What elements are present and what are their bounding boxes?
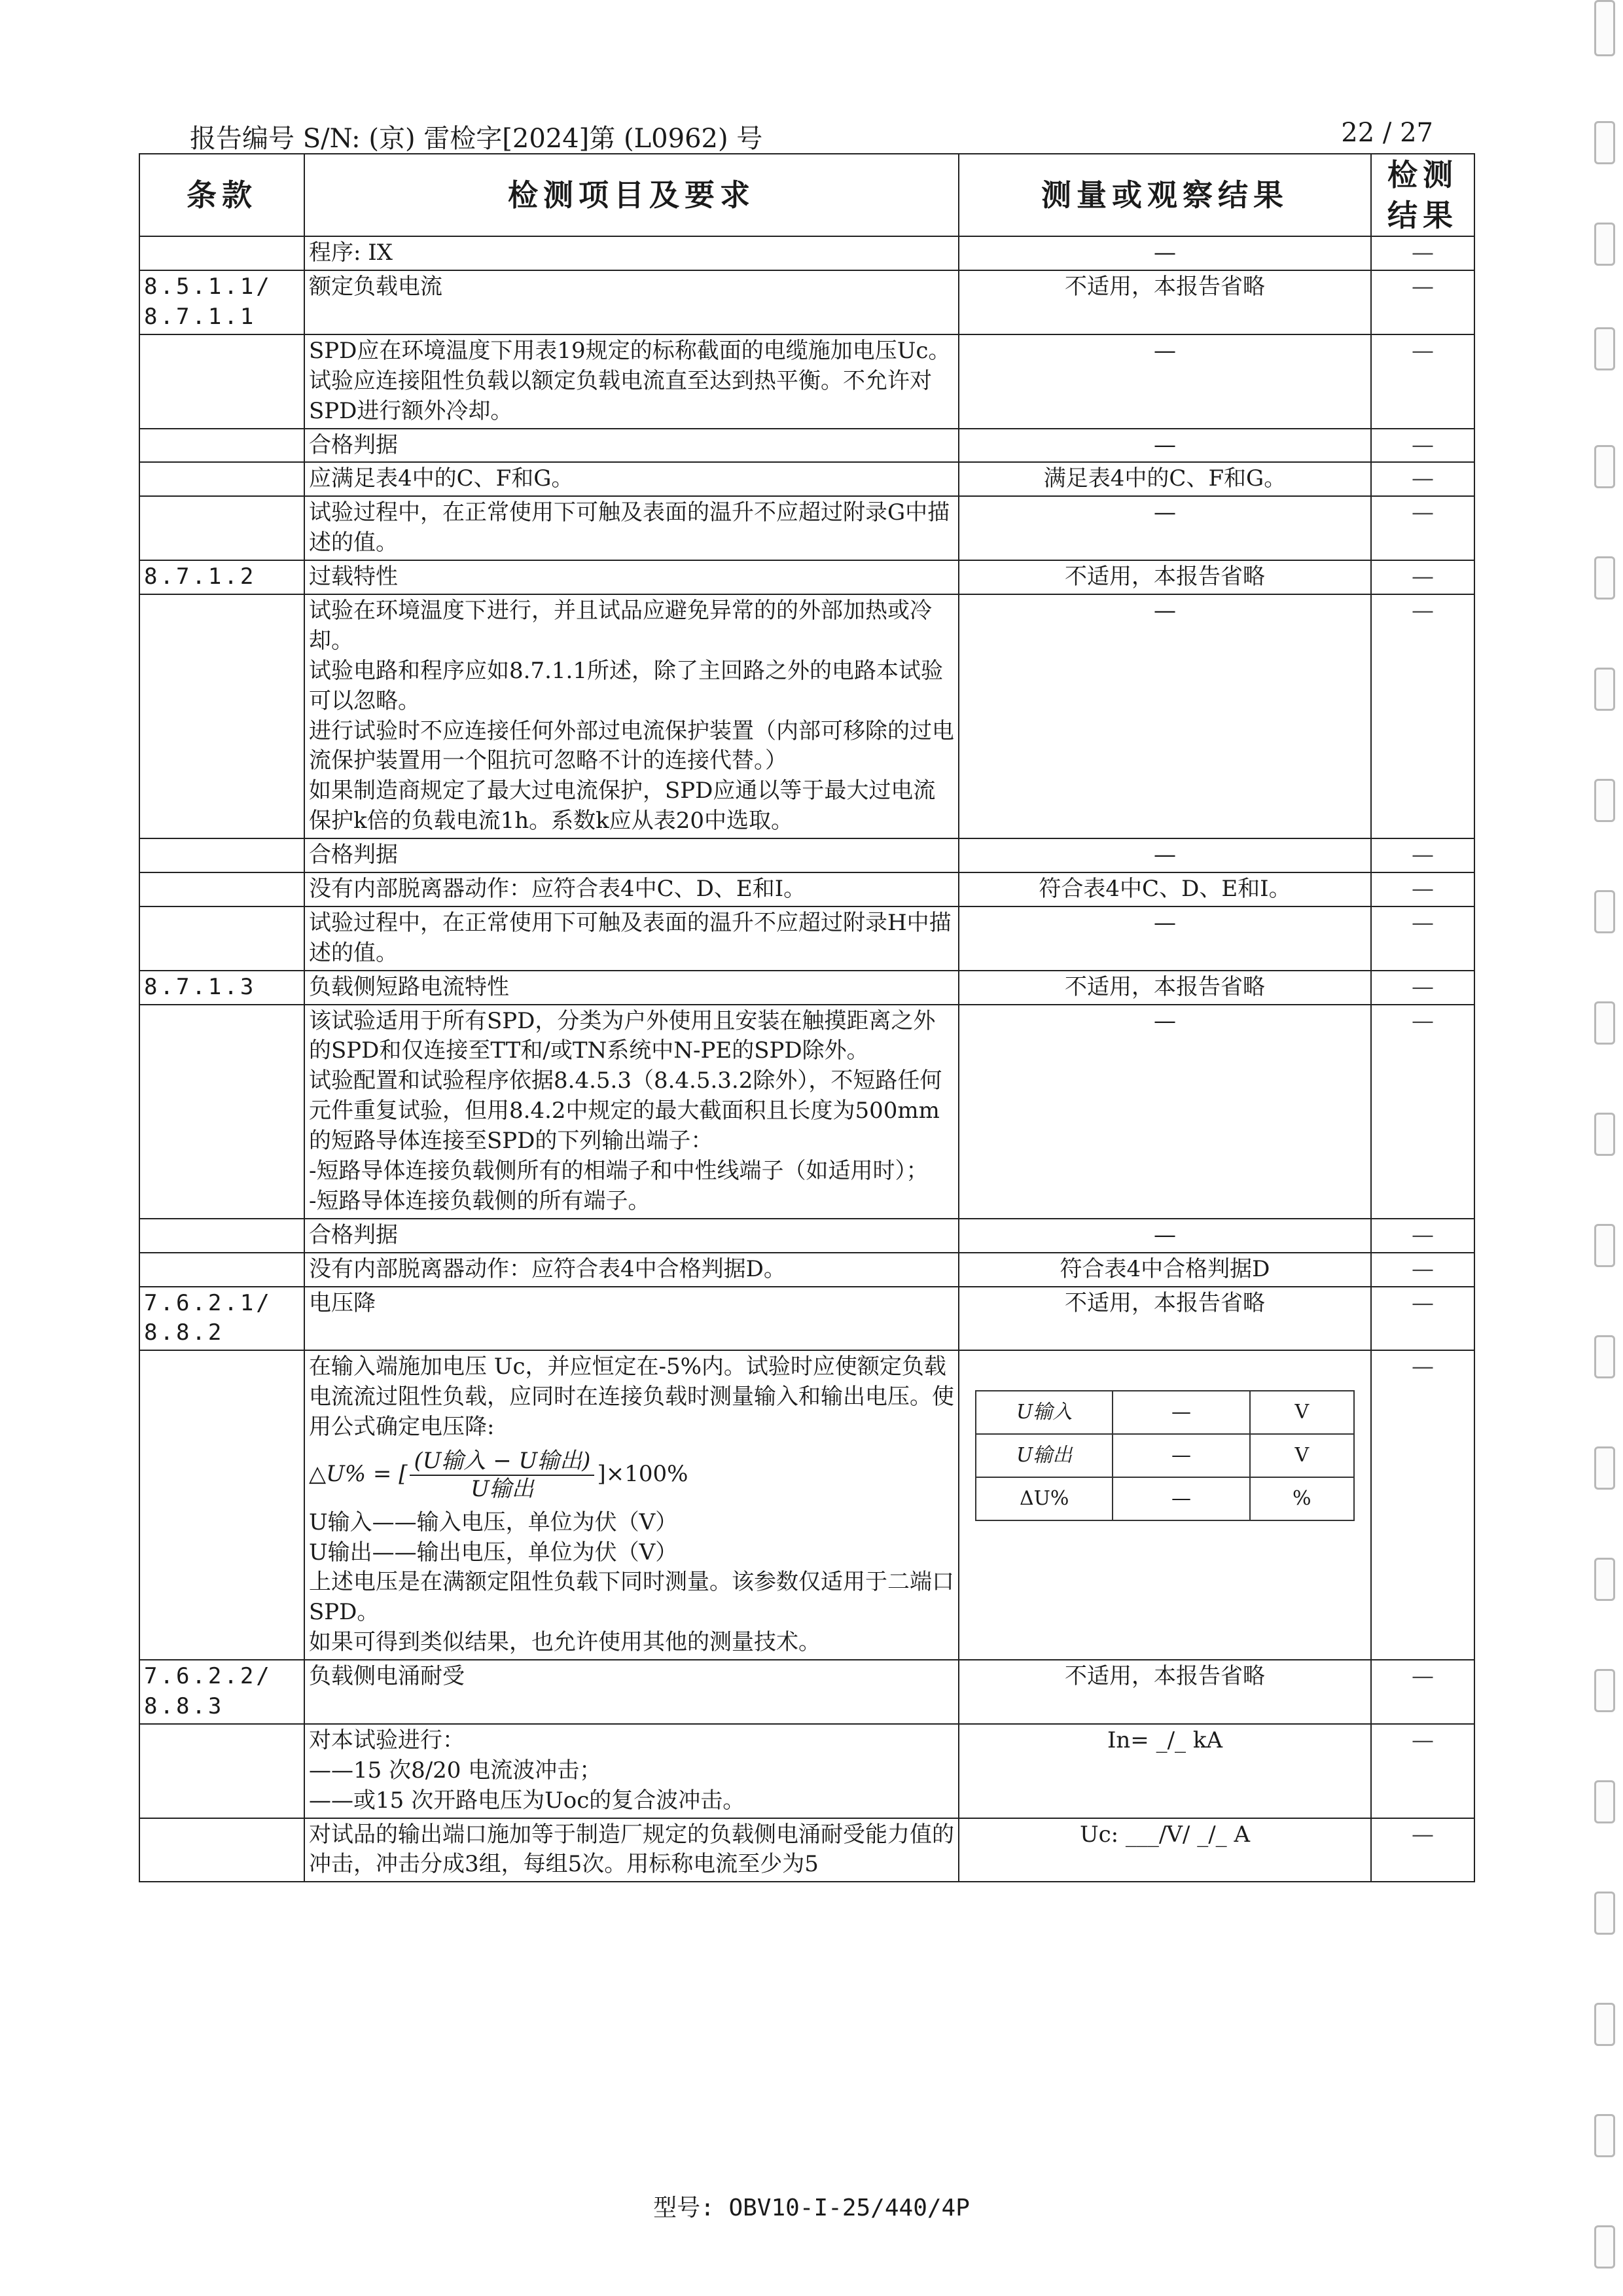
header-item: 检测项目及要求 xyxy=(304,154,959,236)
verdict-cell: — xyxy=(1371,496,1474,560)
verdict-cell: — xyxy=(1371,971,1474,1005)
clause-cell xyxy=(139,1724,304,1818)
table-row xyxy=(139,906,1474,971)
table-row xyxy=(139,1005,1474,1219)
result-cell: 不适用，本报告省略 xyxy=(959,560,1371,594)
binder-hole xyxy=(1594,1001,1615,1045)
table-row xyxy=(139,236,1474,270)
binder-hole xyxy=(1594,1113,1615,1156)
verdict-cell: — xyxy=(1371,462,1474,496)
table-row xyxy=(139,1818,1474,1882)
verdict-cell: — xyxy=(1371,1005,1474,1219)
clause-cell xyxy=(139,236,304,270)
table-row xyxy=(139,270,1474,334)
binder-hole xyxy=(1594,2003,1615,2046)
result-cell: 不适用，本报告省略 xyxy=(959,971,1371,1005)
measurement-row xyxy=(976,1391,1354,1434)
result-cell: — xyxy=(959,429,1371,463)
item-cell: 对试品的输出端口施加等于制造厂规定的负载侧电涌耐受能力值的冲击，冲击分成3组，每组5次。用标称电流至少为5 xyxy=(304,1818,959,1882)
clause-cell: 8.7.1.2 xyxy=(139,560,304,594)
verdict-cell: — xyxy=(1371,236,1474,270)
verdict-cell: — xyxy=(1371,1660,1474,1724)
result-cell: 符合表4中合格判据D xyxy=(959,1253,1371,1287)
voltage-drop-formula xyxy=(309,1448,954,1503)
definition-output-voltage: U输出——输出电压，单位为伏（V） xyxy=(309,1539,678,1566)
voltage-drop-requirements xyxy=(304,1350,959,1660)
binder-hole xyxy=(1594,445,1615,488)
definition-input-voltage: U输入——输入电压，单位为伏（V） xyxy=(309,1509,678,1535)
result-cell: — xyxy=(959,906,1371,971)
clause-cell xyxy=(139,1219,304,1253)
clause-cell xyxy=(139,838,304,872)
item-cell: 对本试验进行： ——15 次8/20 电流波冲击； ——或15 次开路电压为Uoc的复合波冲击。 xyxy=(304,1724,959,1818)
formula-lhs: △U% = [ xyxy=(309,1460,408,1487)
table-row xyxy=(139,594,1474,838)
result-cell: 满足表4中的C、F和G。 xyxy=(959,462,1371,496)
result-cell: — xyxy=(959,594,1371,838)
verdict-cell: — xyxy=(1371,1724,1474,1818)
measurement-label: ΔU% xyxy=(976,1477,1113,1520)
clause-cell xyxy=(139,1350,304,1660)
voltage-drop-alternative: 如果可得到类似结果，也允许使用其他的测量技术。 xyxy=(309,1629,821,1656)
verdict-cell: — xyxy=(1371,1219,1474,1253)
result-cell: In= _/_ kA xyxy=(959,1724,1371,1818)
table-header-row xyxy=(139,154,1474,236)
formula-numerator: (U输入 − U输出) xyxy=(410,1448,594,1476)
formula-denominator: U输出 xyxy=(471,1475,534,1502)
binder-hole xyxy=(1594,668,1615,711)
binder-hole xyxy=(1594,1780,1615,1823)
item-cell: SPD应在环境温度下用表19规定的标称截面的电缆施加电压Uc。试验应连接阻性负载以额定负载电流直至达到热平衡。不允许对SPD进行额外冷却。 xyxy=(304,334,959,429)
clause-cell xyxy=(139,1005,304,1219)
result-cell: — xyxy=(959,236,1371,270)
table-row xyxy=(139,971,1474,1005)
verdict-cell: — xyxy=(1371,872,1474,906)
verdict-cell: — xyxy=(1371,429,1474,463)
result-cell: 不适用，本报告省略 xyxy=(959,1287,1371,1351)
item-cell: 过载特性 xyxy=(304,560,959,594)
binder-hole xyxy=(1594,121,1615,164)
clause-cell: 8.5.1.1/8.7.1.1 xyxy=(139,270,304,334)
measurement-unit: V xyxy=(1250,1391,1354,1434)
model-footer: 型号: OBV10-I-25/440/4P xyxy=(653,2195,970,2221)
verdict-cell: — xyxy=(1371,1287,1474,1351)
result-cell: Uc: ___/V/ _/_ A xyxy=(959,1818,1371,1882)
clause-cell xyxy=(139,429,304,463)
clause-cell xyxy=(139,334,304,429)
result-cell: — xyxy=(959,334,1371,429)
formula-rhs: ]×100% xyxy=(597,1460,688,1487)
table-row xyxy=(139,1253,1474,1287)
item-cell: 没有内部脱离器动作：应符合表4中C、D、E和I。 xyxy=(304,872,959,906)
table-row xyxy=(139,429,1474,463)
item-cell: 合格判据 xyxy=(304,429,959,463)
binder-hole xyxy=(1594,1892,1615,1935)
voltage-drop-measurement-table xyxy=(975,1390,1355,1521)
measurement-value: — xyxy=(1113,1477,1249,1520)
table-body-continued xyxy=(139,1660,1474,1882)
verdict-cell: — xyxy=(1371,1818,1474,1882)
clause-cell xyxy=(139,906,304,971)
item-cell: 负载侧短路电流特性 xyxy=(304,971,959,1005)
page-number: 22 / 27 xyxy=(1341,118,1433,148)
verdict-cell: — xyxy=(1371,1253,1474,1287)
header-clause: 条款 xyxy=(139,154,304,236)
binder-hole xyxy=(1594,779,1615,822)
binder-hole xyxy=(1594,1446,1615,1490)
clause-cell xyxy=(139,872,304,906)
measurement-unit: V xyxy=(1250,1434,1354,1477)
voltage-drop-section xyxy=(139,1350,1474,1660)
clause-cell: 7.6.2.2/8.8.3 xyxy=(139,1660,304,1724)
header-verdict: 检测结果 xyxy=(1371,154,1474,236)
verdict-cell: — xyxy=(1371,334,1474,429)
measurement-unit: % xyxy=(1250,1477,1354,1520)
table-body xyxy=(139,236,1474,1350)
item-cell: 应满足表4中的C、F和G。 xyxy=(304,462,959,496)
result-cell: 不适用，本报告省略 xyxy=(959,270,1371,334)
item-cell: 试验过程中，在正常使用下可触及表面的温升不应超过附录G中描述的值。 xyxy=(304,496,959,560)
binder-hole xyxy=(1594,1669,1615,1712)
binder-hole xyxy=(1594,1558,1615,1601)
result-cell: — xyxy=(959,1005,1371,1219)
item-cell: 电压降 xyxy=(304,1287,959,1351)
table-row xyxy=(139,1287,1474,1351)
verdict-cell: — xyxy=(1371,838,1474,872)
measurement-label: U输出 xyxy=(976,1434,1113,1477)
item-cell: 合格判据 xyxy=(304,1219,959,1253)
clause-cell xyxy=(139,1818,304,1882)
report-number: 报告编号 S/N: (京) 雷检字[2024]第 (L0962) 号 xyxy=(190,124,763,154)
binder-hole xyxy=(1594,223,1615,266)
item-cell: 试验过程中，在正常使用下可触及表面的温升不应超过附录H中描述的值。 xyxy=(304,906,959,971)
binder-hole xyxy=(1594,0,1615,56)
result-cell: — xyxy=(959,1219,1371,1253)
table-row xyxy=(139,872,1474,906)
clause-cell xyxy=(139,496,304,560)
clause-cell: 8.7.1.3 xyxy=(139,971,304,1005)
item-cell: 试验在环境温度下进行，并且试品应避免异常的的外部加热或冷却。 试验电路和程序应如8.7.1.1所述，除了主回路之外的电路本试验可以忽略。 进行试验时不应连接任何外部过电流保护装置（内部可移除的过电流保护装置用一个阻抗可忽略不计的连接代替。） 如果制造商规定了最大过电流保护，SPD应通以等于最大过电流保护k倍的负载电流1h。系数k应从表20中选取。 xyxy=(304,594,959,838)
binder-hole xyxy=(1594,2225,1615,2269)
item-cell: 合格判据 xyxy=(304,838,959,872)
voltage-drop-measurement-cell xyxy=(959,1350,1371,1660)
measurement-row xyxy=(976,1434,1354,1477)
table-row xyxy=(139,1660,1474,1724)
binder-hole xyxy=(1594,1335,1615,1378)
measurement-value: — xyxy=(1113,1391,1249,1434)
result-cell: — xyxy=(959,838,1371,872)
test-results-table xyxy=(139,153,1475,1882)
table-row xyxy=(139,560,1474,594)
verdict-cell: — xyxy=(1371,594,1474,838)
item-cell: 程序: IX xyxy=(304,236,959,270)
voltage-drop-intro: 在输入端施加电压 Uc，并应恒定在-5%内。试验时应使额定负载电流流过阻性负载，应同时在连接负载时测量输入和输出电压。使用公式确定电压降: xyxy=(309,1354,954,1441)
table-row xyxy=(139,1350,1474,1660)
binder-hole xyxy=(1594,1224,1615,1267)
binder-hole xyxy=(1594,327,1615,370)
formula-fraction xyxy=(410,1448,594,1503)
binder-hole xyxy=(1594,2114,1615,2157)
table-row xyxy=(139,334,1474,429)
table-row xyxy=(139,1219,1474,1253)
verdict-cell: — xyxy=(1371,560,1474,594)
result-cell: 符合表4中C、D、E和I。 xyxy=(959,872,1371,906)
clause-cell xyxy=(139,462,304,496)
binder-hole xyxy=(1594,890,1615,933)
table-row xyxy=(139,462,1474,496)
voltage-drop-note: 上述电压是在满额定阻性负载下同时测量。该参数仅适用于二端口 SPD。 xyxy=(309,1569,954,1626)
table-row xyxy=(139,1724,1474,1818)
result-cell: — xyxy=(959,496,1371,560)
result-cell: 不适用，本报告省略 xyxy=(959,1660,1371,1724)
item-cell: 没有内部脱离器动作：应符合表4中合格判据D。 xyxy=(304,1253,959,1287)
clause-cell xyxy=(139,594,304,838)
measurement-value: — xyxy=(1113,1434,1249,1477)
measurement-row xyxy=(976,1477,1354,1520)
verdict-cell: — xyxy=(1371,906,1474,971)
clause-cell xyxy=(139,1253,304,1287)
verdict-cell: — xyxy=(1371,270,1474,334)
item-cell: 额定负载电流 xyxy=(304,270,959,334)
clause-cell: 7.6.2.1/8.8.2 xyxy=(139,1287,304,1351)
measurement-label: U输入 xyxy=(976,1391,1113,1434)
verdict-cell: — xyxy=(1371,1350,1474,1660)
item-cell: 负载侧电涌耐受 xyxy=(304,1660,959,1724)
binder-hole xyxy=(1594,556,1615,600)
table-row xyxy=(139,496,1474,560)
header-result: 测量或观察结果 xyxy=(959,154,1371,236)
table-row xyxy=(139,838,1474,872)
item-cell: 该试验适用于所有SPD，分类为户外使用且安装在触摸距离之外的SPD和仅连接至TT和/或TN系统中N-PE的SPD除外。 试验配置和试验程序依据8.4.5.3（8.4.5.3.2除外），不短路任何元件重复试验，但用8.4.2中规定的最大截面积且长度为500mm的短路导体连接至SPD的下列输出端子： -短路导体连接负载侧所有的相端子和中性线端子（如适用时）； -短路导体连接负载侧的所有端子。 xyxy=(304,1005,959,1219)
